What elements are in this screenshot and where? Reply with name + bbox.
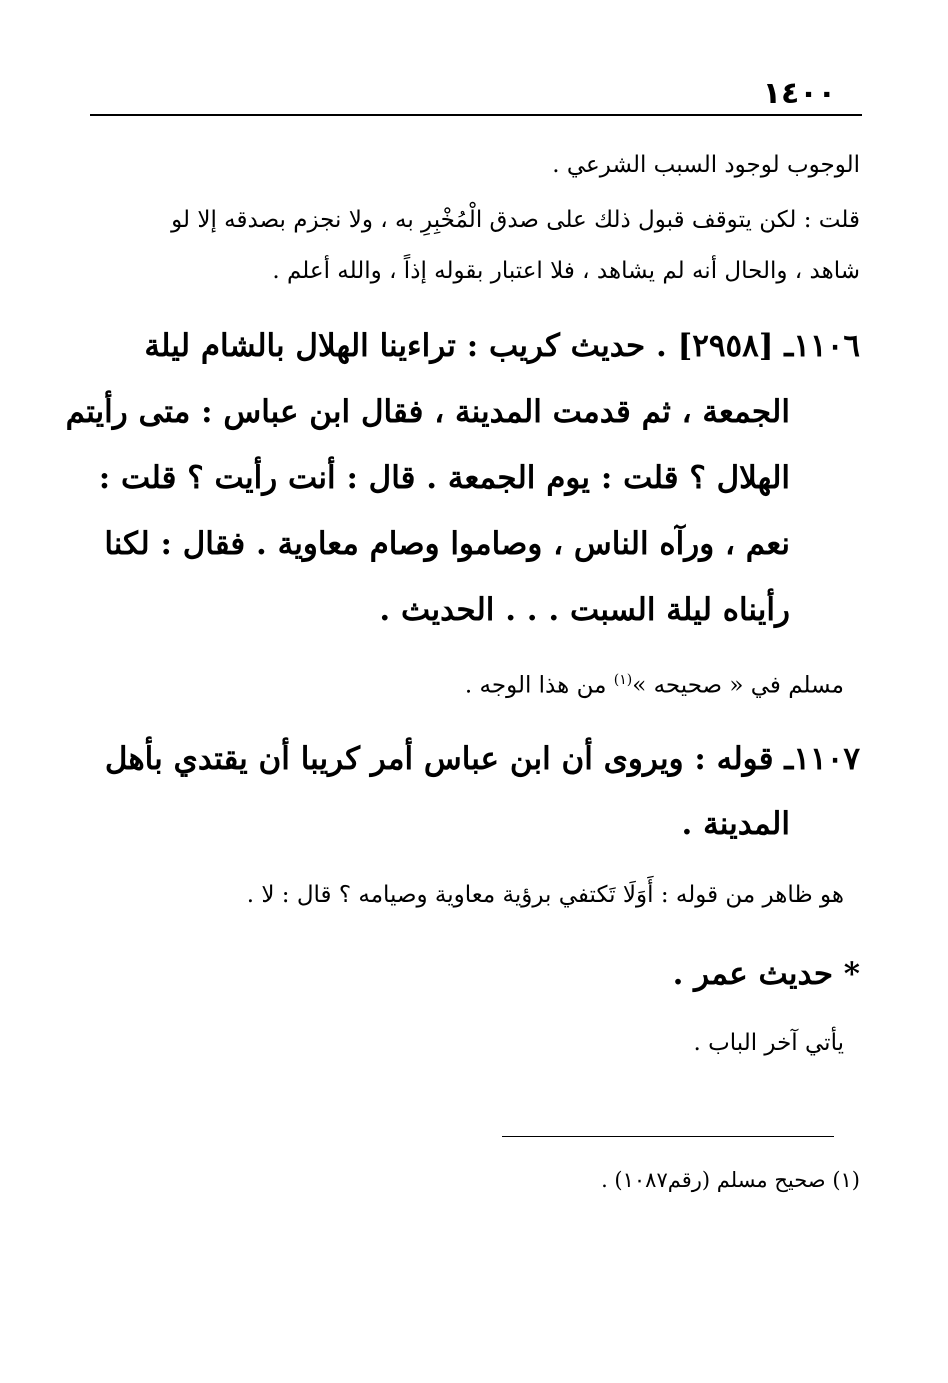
- section-text: يأتي آخر الباب .: [693, 1030, 844, 1056]
- paragraph-line: شاهد ، والحال أنه لم يشاهد ، فلا اعتبار بقوله إذاً ، والله أعلم .: [272, 258, 860, 284]
- commentary-line: هو ظاهر من قوله : أَوَلَا تَكتفي برؤية معاوية وصيامه ؟ قال : لا .: [246, 882, 844, 908]
- commentary-text: مسلم في « صحيحه »: [632, 672, 844, 699]
- page-number: ١٤٠٠: [762, 76, 836, 111]
- hadith-line: الجمعة ، ثم قدمت المدينة ، فقال ابن عباس : متى رأيتم: [65, 394, 790, 430]
- footnote-marker: (١): [613, 672, 633, 688]
- section-heading: * حديث عمر .: [672, 956, 860, 992]
- hadith-line: المدينة .: [681, 806, 790, 842]
- footnote-rule: [502, 1136, 834, 1137]
- commentary-text: من هذا الوجه .: [464, 672, 614, 699]
- hadith-line: نعم ، ورآه الناس ، وصاموا وصام معاوية . فقال : لكنا: [104, 526, 790, 562]
- hadith-line: ١١٠٧ـ قوله : ويروى أن ابن عباس أمر كريبا أن يقتدي بأهل: [104, 741, 860, 777]
- hadith-line: ١١٠٦ـ [٢٩٥٨] . حديث كريب : تراءينا الهلال بالشام ليلة: [144, 328, 860, 364]
- hadith-line: الهلال ؟ قلت : يوم الجمعة . قال : أنت رأيت ؟ قلت :: [98, 460, 790, 496]
- hadith-line: رأيناه ليلة السبت . . . الحديث .: [379, 592, 790, 628]
- commentary-line: [465, 672, 844, 700]
- paragraph-line: الوجوب لوجود السبب الشرعي .: [552, 152, 860, 178]
- header-rule: [90, 114, 862, 116]
- paragraph-line: قلت : لكن يتوقف قبول ذلك على صدق الْمُخْبِرِ به ، ولا نجزم بصدقه إلا لو: [171, 207, 860, 233]
- footnote-1: (١) صحيح مسلم (رقم١٠٨٧) .: [601, 1168, 860, 1192]
